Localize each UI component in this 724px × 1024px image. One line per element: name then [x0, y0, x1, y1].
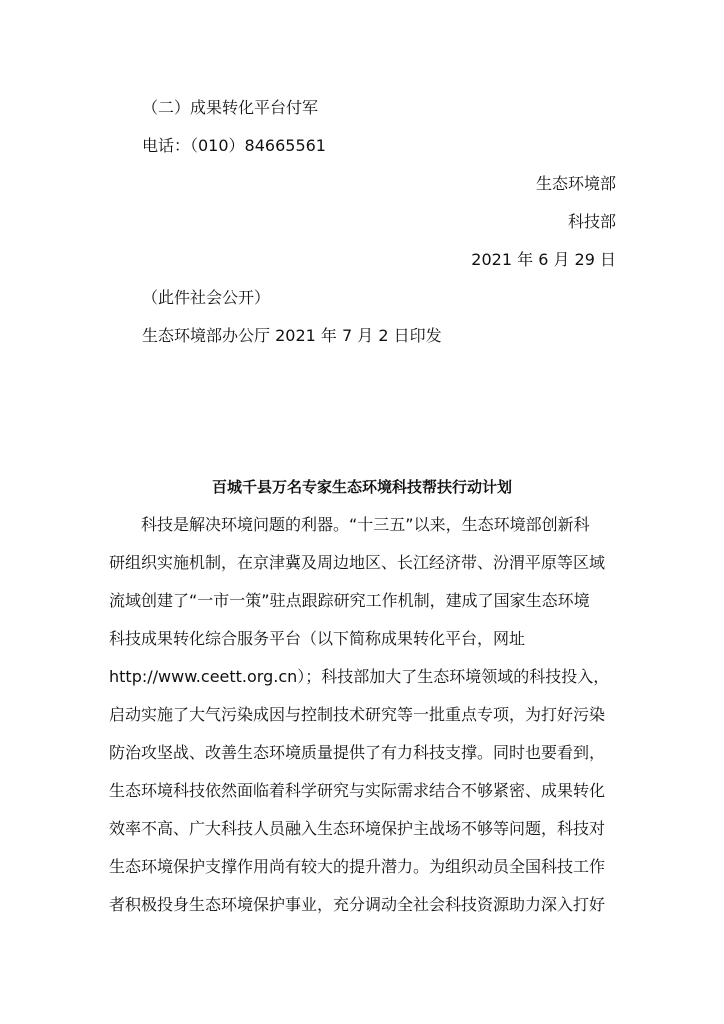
contact-line: （二）成果转化平台付军	[142, 98, 319, 117]
signatory-ministry-science: 科技部	[567, 212, 616, 231]
paragraph-line: 科技成果转化综合服务平台（以下简称成果转化平台，网址	[109, 629, 526, 648]
disclosure-note: （此件社会公开）	[142, 288, 271, 307]
paragraph-line: 科技是解决环境问题的利器。“十三五”以来，生态环境部创新科	[109, 515, 590, 534]
phone-line: 电话：（010）84665561	[142, 136, 326, 155]
paragraph-line: 启动实施了大气污染成因与控制技术研究等一批重点专项，为打好污染	[109, 705, 606, 724]
signatory-ministry-ecology: 生态环境部	[535, 174, 616, 193]
paragraph-line: 生态环境科技依然面临着科学研究与实际需求结合不够紧密、成果转化	[109, 781, 606, 800]
paragraph-line-url: http://www.ceett.org.cn）；科技部加大了生态环境领域的科技投入，	[109, 667, 610, 686]
paragraph-line: 防治攻坚战、改善生态环境质量提供了有力科技支撑。同时也要看到，	[109, 743, 606, 762]
issued-line: 生态环境部办公厅 2021 年 7 月 2 日印发	[142, 326, 442, 345]
paragraph-line: 流域创建了“一市一策”驻点跟踪研究工作机制，建成了国家生态环境	[109, 591, 590, 610]
paragraph-line: 生态环境保护支撑作用尚有较大的提升潜力。为组织动员全国科技工作	[109, 857, 606, 876]
body-paragraph	[109, 514, 617, 932]
paragraph-line: 效率不高、广大科技人员融入生态环境保护主战场不够等问题，科技对	[109, 819, 606, 838]
signing-date: 2021 年 6 月 29 日	[471, 250, 616, 269]
paragraph-line: 研组织实施机制，在京津冀及周边地区、长江经济带、汾渭平原等区域	[109, 553, 606, 572]
document-title: 百城千县万名专家生态环境科技帮扶行动计划	[211, 478, 512, 496]
paragraph-line: 者积极投身生态环境保护事业，充分调动全社会科技资源助力深入打好	[109, 895, 606, 914]
